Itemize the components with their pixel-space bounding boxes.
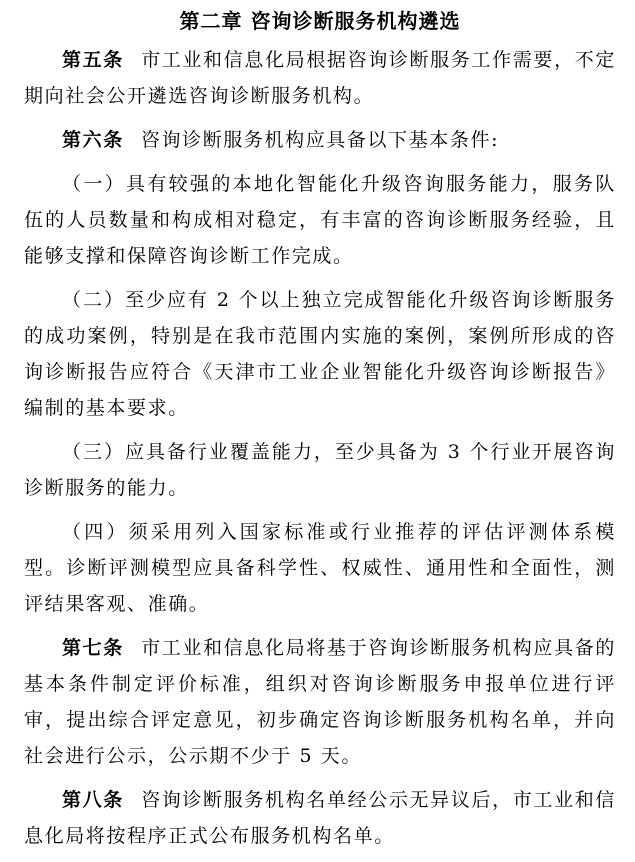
condition-item-4: （四）须采用列入国家标准或行业推荐的评估评测体系模型。诊断评测模型应具备科学性、权威性、通用性和全面性，测评结果客观、准确。 [24,521,616,615]
article-6 [24,122,616,158]
document-page [24,6,616,862]
chapter-title: 第二章 咨询诊断服务机构遴选 [179,9,461,33]
article-number: 第八条 [62,789,124,811]
article-7 [24,630,616,774]
article-number: 第六条 [62,129,124,151]
article-8 [24,782,616,854]
article-text: 咨询诊断服务机构名单经公示无异议后，市工业和信息化局将按程序正式公布服务机构名单。 [24,789,616,847]
article-5 [24,42,616,114]
condition-item-2: （二）至少应有 2 个以上独立完成智能化升级咨询诊断服务的成功案例，特别是在我市范围内实施的案例，案例所形成的咨询诊断报告应符合《天津市工业企业智能化升级咨询诊断报告》编制的基本要求。 [24,289,616,419]
condition-item-1: （一）具有较强的本地化智能化升级咨询服务能力，服务队伍的人员数量和构成相对稳定，有丰富的咨询诊断服务经验，且能够支撑和保障咨询诊断工作完成。 [24,173,616,267]
article-number: 第七条 [62,637,124,659]
article-number: 第五条 [62,49,124,71]
article-text: 市工业和信息化局将基于咨询诊断服务机构应具备的基本条件制定评价标准，组织对咨询诊断服务申报单位进行评审，提出综合评定意见，初步确定咨询诊断服务机构名单，并向社会进行公示，公示期不少于 5 天。 [24,637,616,767]
article-text: 市工业和信息化局根据咨询诊断服务工作需要，不定期向社会公开遴选咨询诊断服务机构。 [24,49,616,107]
condition-item-3: （三）应具备行业覆盖能力，至少具备为 3 个行业开展咨询诊断服务的能力。 [24,441,616,499]
article-text: 咨询诊断服务机构应具备以下基本条件: [140,129,500,151]
